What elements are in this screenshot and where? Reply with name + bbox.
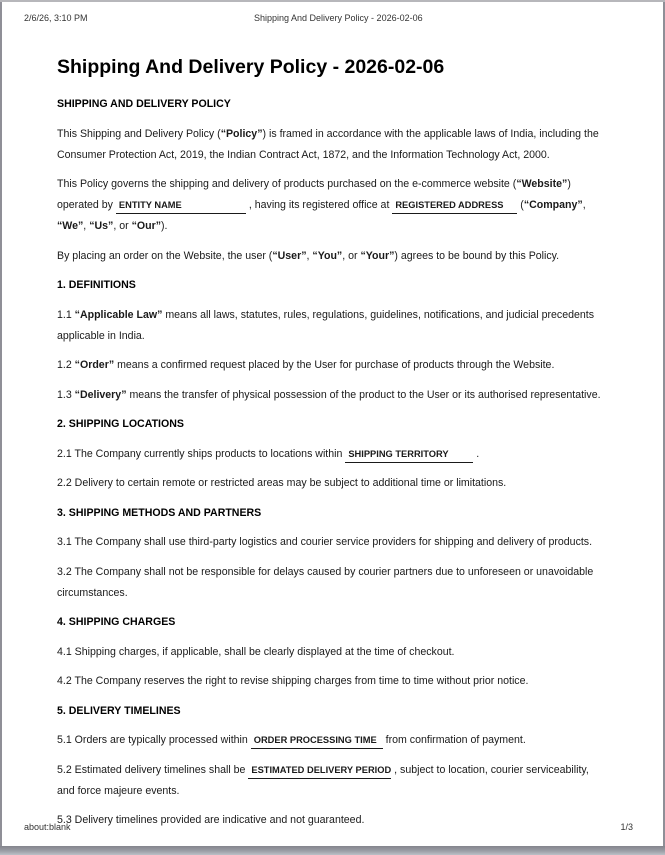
section-heading: 2. SHIPPING LOCATIONS [57, 418, 184, 430]
paragraph [57, 246, 608, 267]
text-run: This Policy governs the shipping and delivery of products purchased on the e-commerce website ( [57, 178, 517, 190]
text-run: By placing an order on the Website, the user ( [57, 249, 273, 262]
text-run: 2.2 Delivery to certain remote or restricted areas may be subject to additional time or limitations. [57, 477, 507, 489]
section-heading: SHIPPING AND DELIVERY POLICY [57, 98, 231, 110]
paragraph [57, 444, 608, 465]
paragraph [57, 642, 608, 663]
paragraph [57, 760, 608, 802]
paragraph [57, 671, 608, 692]
text-run: means a confirmed request placed by the User for purchase of products through the Website. [114, 359, 555, 371]
bold-term: “Applicable Law” [74, 308, 163, 321]
text-run: 5.1 Orders are typically processed within [57, 734, 251, 746]
text-run: means all laws, statutes, rules, regulations, guidelines, notifications, and judicial precedents applicable in India. [57, 308, 595, 342]
text-run: 5.2 Estimated delivery timelines shall be [57, 763, 249, 776]
fill-in-blank-field: ORDER PROCESSING TIME [251, 734, 383, 749]
section-heading: 1. DEFINITIONS [57, 279, 136, 291]
paragraph [57, 124, 608, 166]
text-run: , or [113, 220, 132, 232]
fill-in-blank-field: REGISTERED ADDRESS [392, 199, 517, 214]
text-run: ) is framed in accordance with the applicable laws of India, including the Consumer Protection Act, 2019, the Indian Contract Act, 1872, and the Information Technology Act, 2000. [57, 127, 599, 161]
fill-in-blank-field: ESTIMATED DELIVERY PERIOD [248, 764, 391, 779]
text-run: , subject to location, courier serviceability, and force majeure events. [57, 763, 589, 797]
paragraph [57, 532, 608, 553]
fill-in-blank-field: SHIPPING TERRITORY [345, 448, 473, 463]
text-run: 1.3 [57, 388, 75, 401]
text-run: 1.1 [57, 308, 75, 321]
section-heading: 4. SHIPPING CHARGES [57, 616, 176, 628]
bold-term: “Order” [74, 359, 115, 371]
text-run: , having its registered office at [245, 199, 393, 211]
print-header [24, 13, 641, 25]
section-heading: 3. SHIPPING METHODS AND PARTNERS [57, 506, 262, 519]
bold-term: “Our” [131, 220, 162, 232]
text-run: 3.2 The Company shall not be responsible for delays caused by courier partners due to unforeseen or unavoidable circumstances. [57, 565, 594, 599]
bold-term: “Policy” [220, 127, 263, 140]
paragraph [57, 385, 608, 406]
print-footer-url: about:blank [24, 822, 71, 832]
document-content [57, 94, 608, 831]
text-run: 1.2 [57, 359, 75, 371]
bold-term: “User” [272, 249, 307, 262]
paragraph [57, 174, 608, 237]
paragraph [57, 562, 608, 604]
text-run: . [473, 447, 480, 460]
bold-term: “You” [312, 249, 343, 262]
text-run: This Shipping and Delivery Policy ( [57, 127, 221, 140]
text-run: 4.1 Shipping charges, if applicable, shall be clearly displayed at the time of checkout. [57, 645, 455, 658]
text-run: ) operated by [57, 178, 571, 211]
text-run: from confirmation of payment. [382, 734, 526, 746]
paragraph [57, 730, 608, 751]
document-title: Shipping And Delivery Policy - 2026-02-06 [57, 56, 445, 78]
text-run: 4.2 The Company reserves the right to revise shipping charges from time to time without prior notice. [57, 675, 529, 687]
text-run: ( [517, 199, 524, 211]
text-run: , [582, 199, 586, 211]
print-header-datetime: 2/6/26, 3:10 PM [24, 13, 88, 23]
section-heading: 5. DELIVERY TIMELINES [57, 704, 181, 717]
bold-term: “Your” [360, 249, 395, 262]
text-run: 3.1 The Company shall use third-party logistics and courier service providers for shipping and delivery of products. [57, 536, 593, 548]
document-sheet [2, 2, 663, 846]
bold-term: “Us” [89, 220, 114, 232]
text-run: , [83, 220, 90, 232]
paragraph [57, 473, 608, 494]
text-run: ). [161, 220, 168, 232]
bold-term: “Delivery” [74, 388, 127, 401]
text-run: , [306, 249, 313, 262]
paragraph [57, 305, 608, 347]
print-header-title: Shipping And Delivery Policy - 2026-02-06 [254, 13, 423, 23]
text-run: ) agrees to be bound by this Policy. [394, 249, 560, 262]
text-run: means the transfer of physical possession of the product to the User or its authorised representative. [126, 388, 601, 401]
print-footer [24, 822, 633, 834]
text-run: 2.1 The Company currently ships products to locations within [57, 447, 346, 460]
text-run: 5.3 Delivery timelines provided are indicative and not guaranteed. [57, 814, 365, 826]
paragraph [57, 355, 608, 376]
bold-term: “Company” [523, 199, 583, 211]
print-footer-page-number: 1/3 [620, 822, 633, 832]
fill-in-blank-field: ENTITY NAME [116, 199, 246, 214]
bold-term: “Website” [516, 178, 568, 190]
bold-term: “We” [57, 220, 84, 232]
document-body [57, 54, 608, 840]
text-run: , or [342, 249, 361, 262]
